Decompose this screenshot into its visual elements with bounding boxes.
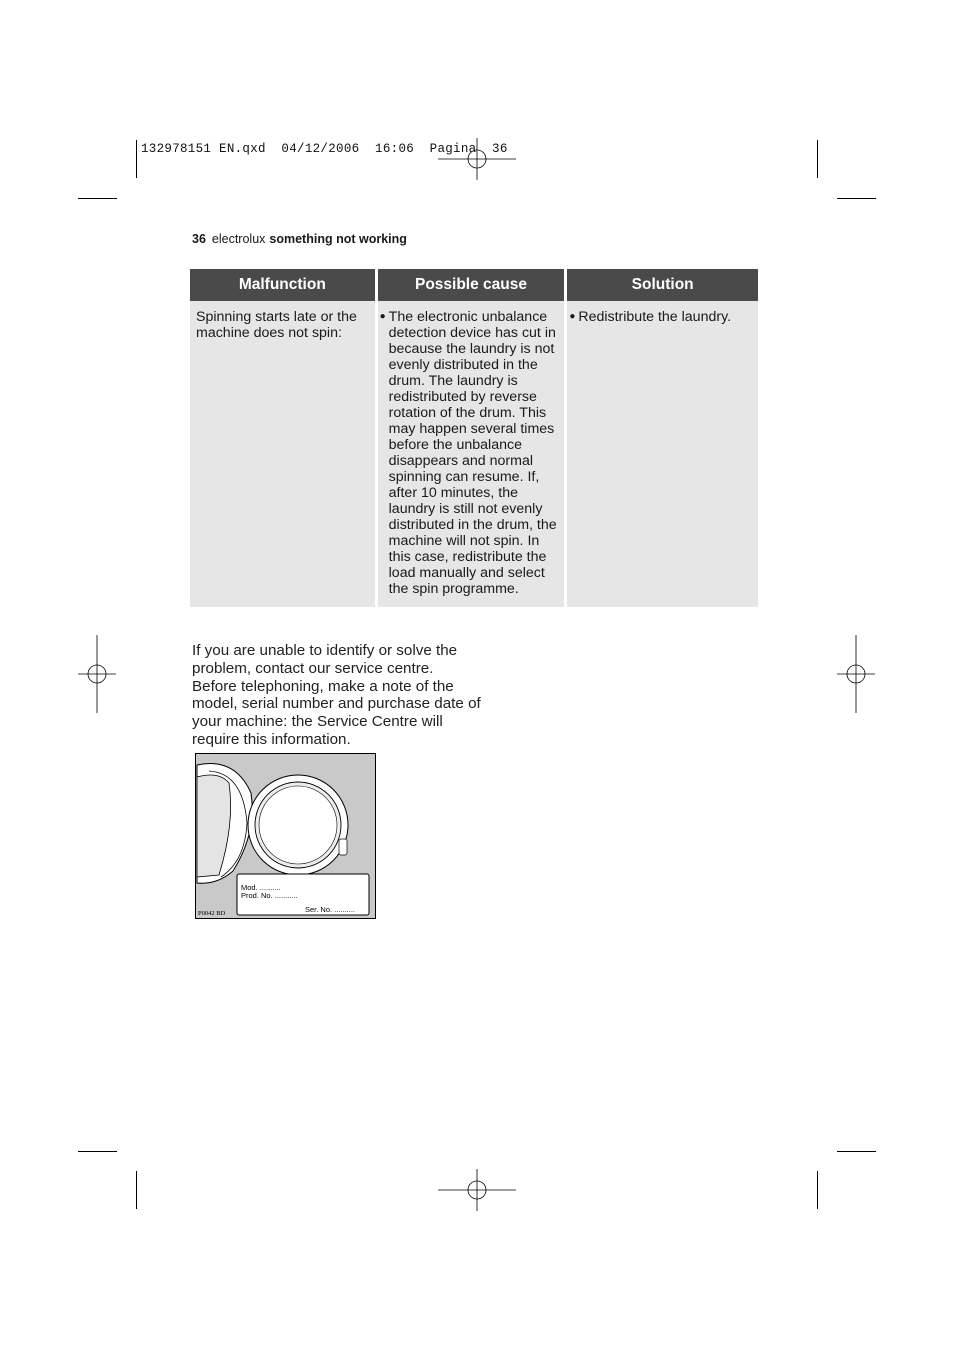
- table-header-row: [190, 269, 758, 301]
- rating-plate-illustration: [195, 753, 376, 919]
- registration-mark-icon: [438, 1151, 516, 1229]
- page-number: 36: [192, 232, 206, 246]
- crop-mark: [837, 198, 876, 199]
- print-slug: 132978151 EN.qxd 04/12/2006 16:06 Pagina 36: [141, 142, 508, 156]
- cause-cell: [378, 301, 565, 607]
- malfunction-cell: Spinning starts late or the machine does not spin:: [190, 301, 375, 607]
- crop-mark: [136, 140, 137, 178]
- figure-code: P0042 BD: [198, 910, 226, 917]
- plate-mod-label: Mod. ..........: [241, 883, 281, 892]
- column-header-solution: Solution: [567, 269, 758, 301]
- table-row: [190, 301, 758, 607]
- service-centre-paragraph: If you are unable to identify or solve the problem, contact our service centre. Before telephoning, make a note of the model, serial number and purchase date of your machine: the Service Centre will require this information.: [192, 642, 481, 748]
- troubleshooting-table: [187, 269, 761, 607]
- crop-mark: [78, 1151, 117, 1152]
- registration-mark-icon: [817, 635, 895, 713]
- column-header-malfunction: Malfunction: [190, 269, 375, 301]
- column-header-possible-cause: Possible cause: [378, 269, 565, 301]
- crop-mark: [78, 198, 117, 199]
- crop-mark: [837, 1151, 876, 1152]
- registration-mark-icon: [58, 635, 136, 713]
- plate-prod-label: Prod. No. ...........: [241, 891, 298, 900]
- crop-mark: [817, 140, 818, 178]
- crop-mark: [817, 1171, 818, 1209]
- solution-text: Redistribute the laundry.: [578, 309, 732, 325]
- section-title: something not working: [269, 232, 407, 246]
- registration-mark-icon: [438, 120, 516, 198]
- page-header: [192, 232, 407, 246]
- solution-cell: [567, 301, 758, 607]
- plate-ser-label: Ser. No. ..........: [305, 905, 356, 914]
- bullet-icon: ●: [569, 311, 576, 322]
- bullet-icon: ●: [379, 311, 386, 322]
- crop-mark: [136, 1171, 137, 1209]
- cause-text: The electronic unbalance detection device has cut in because the laundry is not evenly distributed in the drum. The laundry is redistributed by reverse rotation of the drum. This may happen several times before the unbalance disappears and normal spinning can resume. If, after 10 minutes, the laundry is still not evenly distributed in the drum, the machine will not spin. In this case, redistribute the load manually and select the spin programme.: [388, 309, 557, 597]
- brand-name: electrolux: [211, 232, 266, 246]
